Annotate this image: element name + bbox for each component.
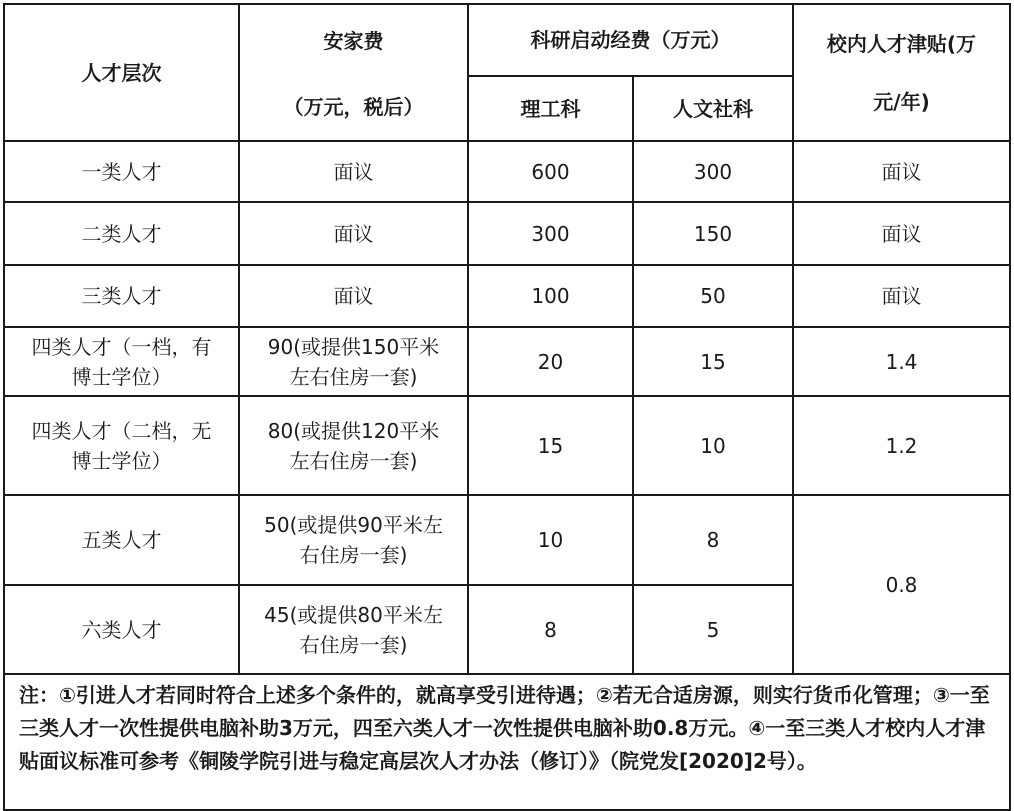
settling-fee-line1: 50(或提供90平米左: [264, 513, 443, 537]
talent-level-line2: 博士学位）: [71, 364, 172, 389]
talent-level-line1: 四类人才（一档，有: [31, 334, 212, 359]
note-row: [4, 674, 1010, 810]
settling-fee-line1: 80(或提供120平米: [267, 418, 440, 443]
header-allowance: [793, 4, 1010, 141]
header-settling-fee: [239, 4, 468, 141]
settling-fee: [239, 327, 468, 396]
talent-level-line1: 四类人才（二档，无: [31, 418, 212, 443]
science-fund: 300: [468, 202, 633, 265]
humanities-fund: 150: [633, 202, 793, 265]
talent-table-frame: [3, 3, 1010, 807]
settling-fee-line1: 45(或提供80平米左: [264, 602, 443, 627]
settling-fee: [239, 396, 468, 495]
talent-level: 五类人才: [4, 495, 239, 585]
science-fund: 20: [468, 327, 633, 396]
header-talent-level: 人才层次: [4, 4, 239, 141]
science-fund: 8: [468, 585, 633, 674]
header-allowance-line2: 元/年): [873, 89, 930, 114]
settling-fee-line2: 左右住房一套): [289, 364, 418, 389]
talent-level: 三类人才: [4, 265, 239, 327]
talent-level: [4, 327, 239, 396]
allowance: 1.4: [793, 327, 1010, 396]
settling-fee: 面议: [239, 202, 468, 265]
allowance: 面议: [793, 265, 1010, 327]
settling-fee: [239, 495, 468, 585]
settling-fee-line2: 左右住房一套): [289, 448, 418, 473]
footnote: 注：①引进人才若同时符合上述多个条件的，就高享受引进待遇；②若无合适房源，则实行货币化管理；③一至三类人才一次性提供电脑补助3万元，四至六类人才一次性提供电脑补助0.8万元。④一至三类人才校内人才津贴面议标准可参考《铜陵学院引进与稳定高层次人才办法（修订）》（院党发[2020]2号）。: [4, 674, 1010, 810]
science-fund: 600: [468, 141, 633, 202]
settling-fee-line2: 右住房一套): [299, 632, 408, 657]
talent-level: 一类人才: [4, 141, 239, 202]
settling-fee: [239, 585, 468, 674]
header-humanities: 人文社科: [633, 76, 793, 141]
allowance-merged: 0.8: [793, 495, 1010, 674]
header-row-1: [4, 4, 1010, 76]
header-settling-fee-line1: 安家费: [323, 28, 384, 53]
humanities-fund: 5: [633, 585, 793, 674]
table-row: [4, 327, 1010, 396]
humanities-fund: 15: [633, 327, 793, 396]
allowance: 面议: [793, 202, 1010, 265]
humanities-fund: 10: [633, 396, 793, 495]
header-allowance-line1: 校内人才津贴(万: [826, 31, 977, 56]
humanities-fund: 300: [633, 141, 793, 202]
allowance: 面议: [793, 141, 1010, 202]
table-row: [4, 396, 1010, 495]
table-row: [4, 265, 1010, 327]
allowance: 1.2: [793, 396, 1010, 495]
settling-fee: 面议: [239, 141, 468, 202]
talent-benefits-table: [3, 3, 1011, 811]
header-science: 理工科: [468, 76, 633, 141]
table-row: [4, 202, 1010, 265]
talent-level: [4, 396, 239, 495]
settling-fee-line1: 90(或提供150平米: [267, 334, 440, 359]
science-fund: 15: [468, 396, 633, 495]
talent-level: 二类人才: [4, 202, 239, 265]
talent-level-line2: 博士学位）: [71, 448, 172, 473]
talent-level: 六类人才: [4, 585, 239, 674]
table-row: [4, 495, 1010, 585]
humanities-fund: 50: [633, 265, 793, 327]
table-row: [4, 141, 1010, 202]
settling-fee-line2: 右住房一套): [299, 543, 408, 567]
humanities-fund: 8: [633, 495, 793, 585]
science-fund: 100: [468, 265, 633, 327]
science-fund: 10: [468, 495, 633, 585]
settling-fee: 面议: [239, 265, 468, 327]
header-settling-fee-line2: （万元，税后）: [283, 94, 424, 119]
header-research-fund: 科研启动经费（万元）: [468, 4, 793, 76]
